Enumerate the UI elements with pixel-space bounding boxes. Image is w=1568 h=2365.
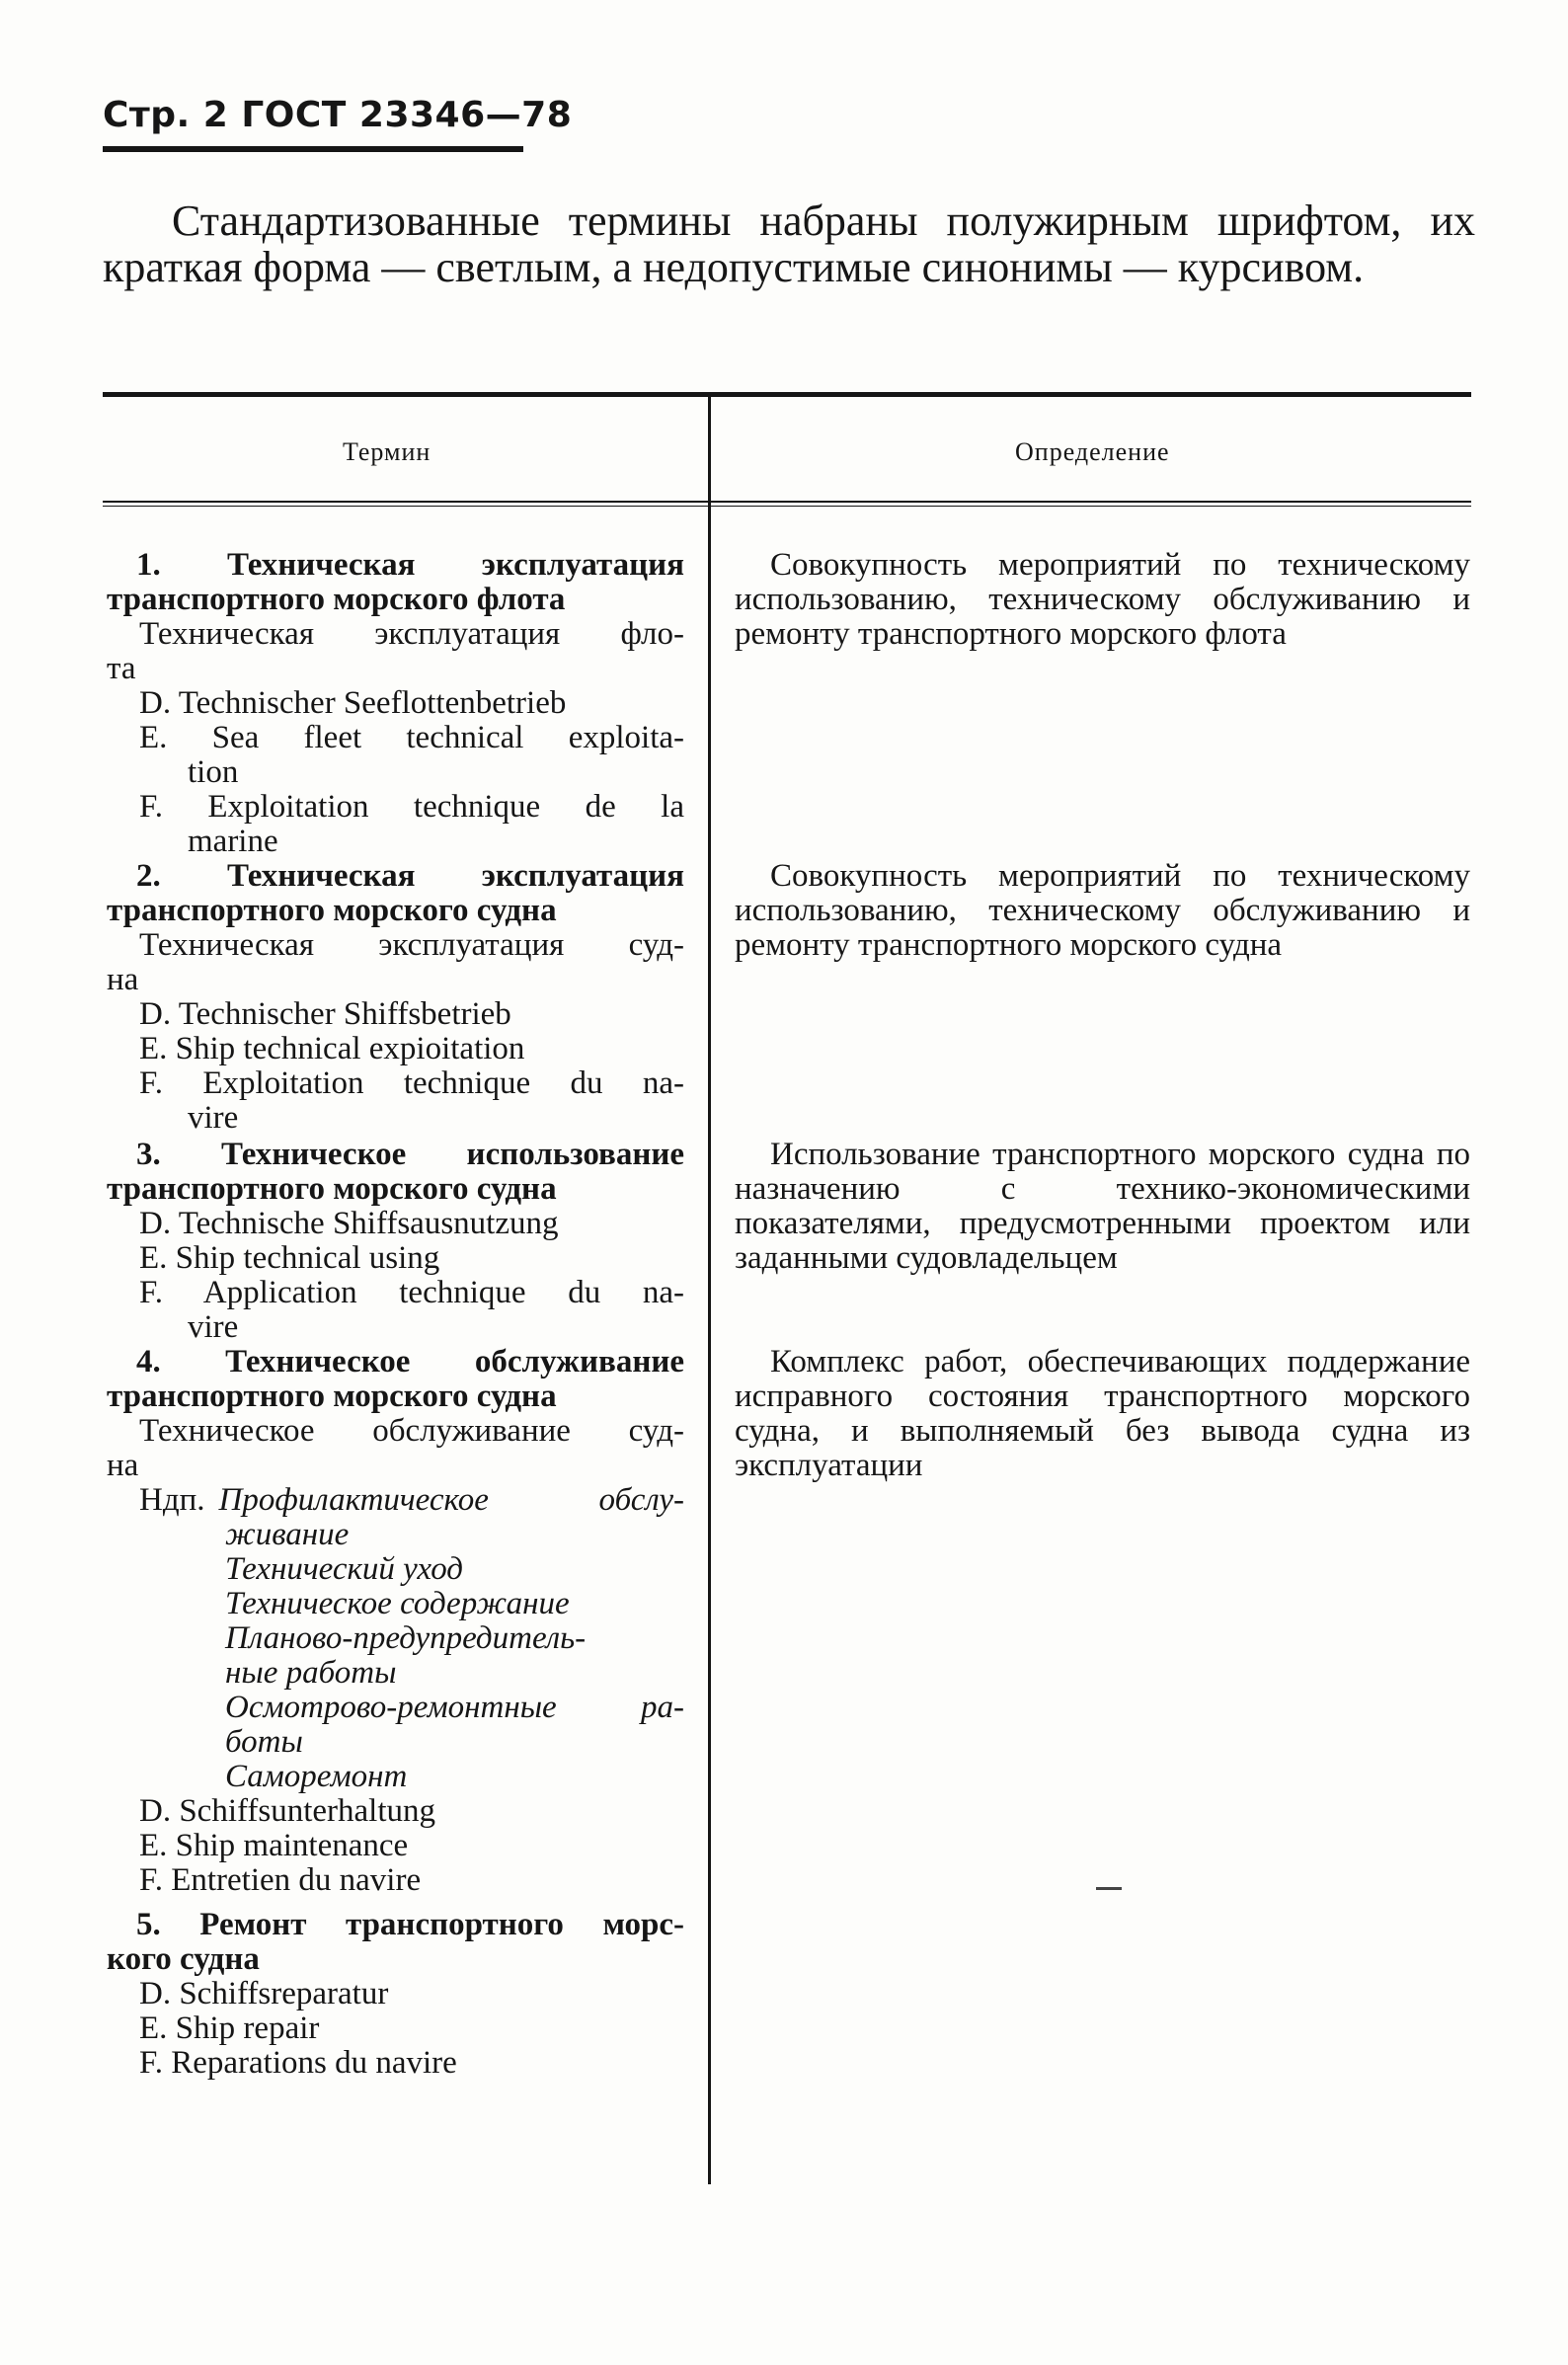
term-entry-1 bbox=[107, 548, 684, 859]
term-french: F. Exploitation technique de la bbox=[139, 789, 684, 825]
term-german: D. Schiffsunterhaltung bbox=[139, 1793, 436, 1829]
table-header-rule bbox=[103, 501, 1471, 503]
table-column-divider bbox=[708, 397, 711, 2184]
term-title: 1. Техническая эксплуатация bbox=[136, 547, 684, 583]
term-english: E. Ship technical using bbox=[139, 1240, 440, 1276]
term-title-cont: транспортного морского судна bbox=[107, 893, 557, 928]
term-title-cont: транспортного морского судна bbox=[107, 1171, 557, 1207]
term-french-cont: vire bbox=[188, 1100, 239, 1136]
table-header-rule-2 bbox=[103, 506, 1471, 507]
definition-3: Использование транспортного морского судна по назначению с технико-экономическими показателями, предусмотренными проектом или заданными судовладельцем bbox=[735, 1137, 1470, 1276]
intro-paragraph: Стандартизованные термины набраны полужирным шрифтом, их краткая форма — светлым, а недопустимые синонимы — курсивом. bbox=[103, 197, 1475, 291]
term-german: D. Technischer Shiffsbetrieb bbox=[139, 996, 511, 1032]
definition-4: Комплекс работ, обеспечивающих поддержание исправного состояния транспортного морского судна, и выполняемый без вывода судна из эксплуатации bbox=[735, 1344, 1470, 1483]
term-english: E. Sea fleet technical exploita- bbox=[139, 720, 684, 755]
term-french: F. Application technique du na- bbox=[139, 1275, 684, 1310]
column-header-definition: Определение bbox=[1015, 437, 1170, 466]
term-title-cont: транспортного морского судна bbox=[107, 1379, 557, 1414]
term-title: 2. Техническая эксплуатация bbox=[136, 858, 684, 894]
synonym: Саморемонт bbox=[225, 1759, 408, 1794]
inadmissible-synonyms bbox=[107, 1483, 684, 1518]
synonym: Техническое содержание bbox=[225, 1586, 570, 1621]
definition-1: Совокупность мероприятий по техническому использованию, техническому обслуживанию и ремонту транспортного морского флота bbox=[735, 547, 1470, 652]
dash-mark bbox=[1096, 1887, 1122, 1890]
term-title: 5. Ремонт транспортного морс- bbox=[136, 1907, 684, 1942]
header-underline bbox=[103, 146, 523, 152]
synonym: ные работы bbox=[225, 1655, 397, 1691]
term-french-cont: vire bbox=[188, 1309, 239, 1345]
term-german: D. Schiffsreparatur bbox=[139, 1976, 389, 2011]
term-english-cont: tion bbox=[188, 754, 239, 790]
term-english: E. Ship repair bbox=[139, 2010, 320, 2046]
synonym: Осмотрово-ремонтные ра- bbox=[225, 1690, 684, 1725]
synonym: Технический уход bbox=[225, 1551, 463, 1587]
term-french: F. Exploitation technique du na- bbox=[139, 1065, 684, 1101]
synonym: Профилактическое обслу- bbox=[218, 1482, 684, 1518]
synonym: живание bbox=[225, 1517, 350, 1552]
term-title-cont: кого судна bbox=[107, 1941, 260, 1977]
term-entry-4 bbox=[107, 1345, 684, 1898]
term-short-form-cont: та bbox=[107, 651, 136, 686]
column-header-term: Термин bbox=[343, 437, 431, 466]
term-entry-5 bbox=[107, 1908, 684, 2081]
page-header: Стр. 2 ГОСТ 23346—78 bbox=[103, 95, 573, 135]
term-title-cont: транспортного морского флота bbox=[107, 582, 566, 617]
term-short-form: Техническая эксплуатация фло- bbox=[139, 616, 684, 652]
term-title: 4. Техническое обслуживание bbox=[136, 1344, 684, 1380]
term-german: D. Technische Shiffsausnutzung bbox=[139, 1206, 559, 1241]
term-short-form: Техническая эксплуатация суд- bbox=[139, 927, 684, 963]
term-english: E. Ship technical expioitation bbox=[139, 1031, 525, 1066]
term-entry-3 bbox=[107, 1138, 684, 1345]
term-english: E. Ship maintenance bbox=[139, 1828, 409, 1863]
term-german: D. Technischer Seeflottenbetrieb bbox=[139, 685, 567, 721]
term-entry-2 bbox=[107, 859, 684, 1136]
term-short-form-cont: на bbox=[107, 962, 139, 997]
term-french: F. Reparations du navire bbox=[139, 2045, 457, 2081]
table-top-rule bbox=[103, 392, 1471, 397]
term-french: F. Entretien du navire bbox=[139, 1862, 422, 1898]
term-french-cont: marine bbox=[188, 824, 278, 859]
ndp-label: Ндп. bbox=[139, 1482, 205, 1518]
definition-2: Совокупность мероприятий по техническому использованию, техническому обслуживанию и ремонту транспортного морского судна bbox=[735, 858, 1470, 963]
term-short-form-cont: на bbox=[107, 1448, 139, 1483]
term-short-form: Техническое обслуживание суд- bbox=[139, 1413, 684, 1449]
synonym: боты bbox=[225, 1724, 303, 1760]
synonym: Планово-предупредитель- bbox=[225, 1620, 587, 1656]
term-title: 3. Техническое использование bbox=[136, 1137, 684, 1172]
